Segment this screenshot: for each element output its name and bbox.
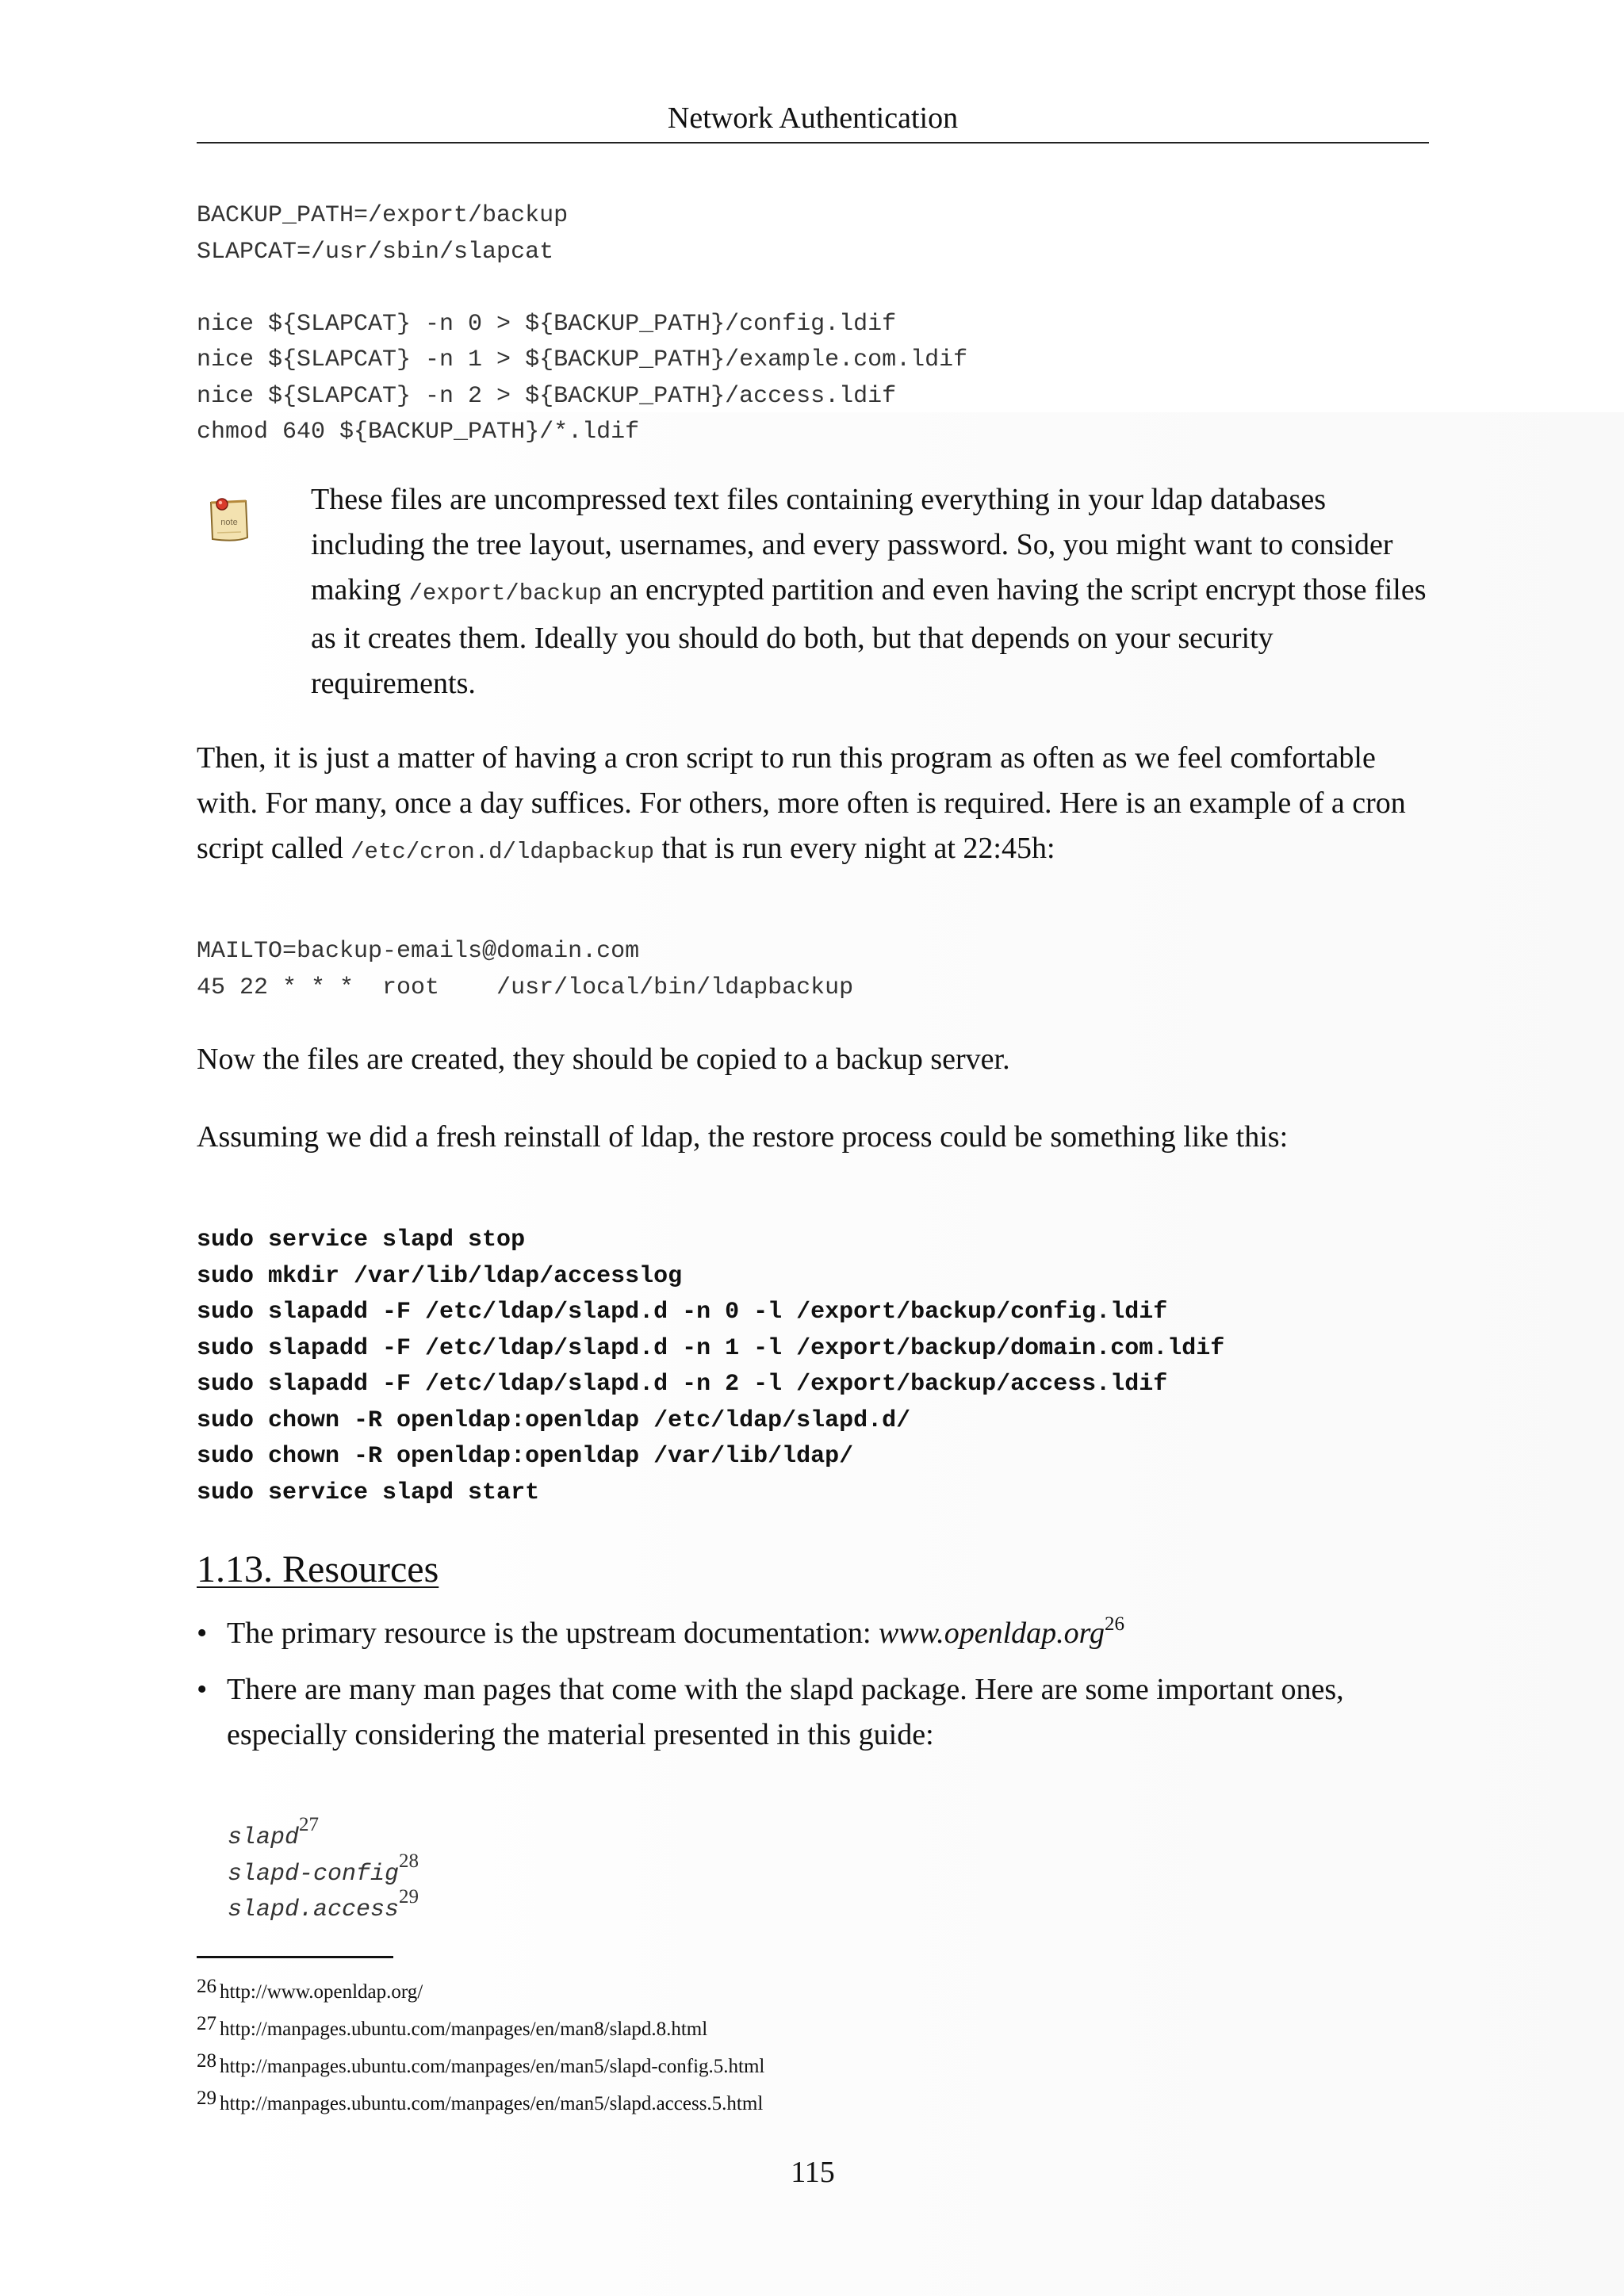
man-page-link[interactable]: slapd-config bbox=[228, 1860, 400, 1888]
note-text-before: These files are uncompressed text files containing everything in your ldap databases including the tree layout, usernames, and every password. So, you might want to consider making bbox=[311, 483, 1393, 607]
resources-list bbox=[197, 1611, 1434, 1758]
list-item bbox=[197, 1667, 1434, 1758]
code-line: nice ${SLAPCAT} -n 2 > ${BACKUP_PATH}/access.ldif bbox=[197, 382, 897, 410]
footnote-ref[interactable]: 28 bbox=[399, 1850, 419, 1872]
footnote-number: 28 bbox=[197, 2050, 216, 2072]
footnote-url[interactable]: http://manpages.ubuntu.com/manpages/en/man5/slapd-config.5.html bbox=[220, 2056, 765, 2077]
restore-paragraph: Assuming we did a fresh reinstall of ldap, the restore process could be something like this: bbox=[197, 1120, 1289, 1154]
footnote-number: 27 bbox=[197, 2013, 216, 2034]
footnote-ref[interactable]: 27 bbox=[299, 1814, 320, 1835]
footnote-ref[interactable]: 29 bbox=[399, 1886, 419, 1908]
code-line: sudo service slapd stop bbox=[197, 1226, 526, 1253]
footnote-ref[interactable]: 26 bbox=[1105, 1613, 1125, 1635]
page-number: 115 bbox=[791, 2156, 835, 2189]
footnotes bbox=[197, 1971, 764, 2120]
footnote bbox=[197, 1971, 764, 2008]
cron-paragraph bbox=[197, 736, 1438, 874]
man-page-item bbox=[228, 1886, 419, 1929]
note-inline-code: /export/backup bbox=[408, 580, 603, 607]
cron-text-before: Then, it is just a matter of having a cron script to run this program as often as we feel comfortable with. For many, once a day suffices. For others, more often is required. Here is an example of a cron script called bbox=[197, 741, 1406, 865]
code-line: sudo chown -R openldap:openldap /var/lib/ldap/ bbox=[197, 1443, 854, 1470]
footnote-rule bbox=[197, 1956, 393, 1958]
code-line: BACKUP_PATH=/export/backup bbox=[197, 202, 569, 229]
code-line: sudo mkdir /var/lib/ldap/accesslog bbox=[197, 1262, 683, 1290]
man-page-link[interactable]: slapd.access bbox=[228, 1896, 400, 1923]
note-icon-label: note bbox=[220, 518, 238, 527]
code-line: nice ${SLAPCAT} -n 1 > ${BACKUP_PATH}/example.com.ldif bbox=[197, 346, 968, 373]
note-icon bbox=[205, 495, 252, 545]
footnote-number: 29 bbox=[197, 2087, 216, 2109]
footnote bbox=[197, 2045, 764, 2083]
running-header: Network Authentication bbox=[667, 101, 959, 135]
code-line: nice ${SLAPCAT} -n 0 > ${BACKUP_PATH}/config.ldif bbox=[197, 310, 897, 338]
footnote bbox=[197, 2083, 764, 2120]
copy-paragraph: Now the files are created, they should be copied to a backup server. bbox=[197, 1043, 1010, 1076]
man-page-item bbox=[228, 1850, 419, 1893]
code-line: sudo chown -R openldap:openldap /etc/ldap/slapd.d/ bbox=[197, 1406, 911, 1434]
bullet: • bbox=[197, 1673, 208, 1706]
code-line: MAILTO=backup-emails@domain.com bbox=[197, 938, 640, 965]
footnote-number: 26 bbox=[197, 1976, 216, 1997]
note-text bbox=[311, 477, 1435, 706]
cron-inline-code: /etc/cron.d/ldapbackup bbox=[350, 839, 655, 865]
bullet: • bbox=[197, 1617, 208, 1650]
code-line: SLAPCAT=/usr/sbin/slapcat bbox=[197, 238, 554, 266]
note-text-after: an encrypted partition and even having the script encrypt those files as it creates them. Ideally you should do both, but that depends on your security requirements. bbox=[311, 573, 1427, 700]
code-line: sudo slapadd -F /etc/ldap/slapd.d -n 1 -l /export/backup/domain.com.ldif bbox=[197, 1334, 1225, 1362]
openldap-link[interactable]: www.openldap.org bbox=[879, 1617, 1105, 1650]
code-line: sudo slapadd -F /etc/ldap/slapd.d -n 2 -l /export/backup/access.ldif bbox=[197, 1371, 1168, 1398]
code-line: 45 22 * * * root /usr/local/bin/ldapbackup bbox=[197, 974, 854, 1001]
restore-code bbox=[197, 1223, 1224, 1511]
cron-code bbox=[197, 934, 853, 1006]
resource-text: The primary resource is the upstream documentation: bbox=[227, 1617, 879, 1650]
footnote bbox=[197, 2008, 764, 2045]
man-page-link[interactable]: slapd bbox=[228, 1824, 300, 1851]
resource-text: There are many man pages that come with the slapd package. Here are some important ones, especially considering the material presented in this guide: bbox=[227, 1673, 1344, 1751]
man-pages-list bbox=[228, 1814, 419, 1929]
list-item bbox=[197, 1611, 1434, 1656]
code-line: chmod 640 ${BACKUP_PATH}/*.ldif bbox=[197, 419, 640, 446]
footnote-url[interactable]: http://manpages.ubuntu.com/manpages/en/man8/slapd.8.html bbox=[220, 2019, 708, 2040]
code-line: sudo service slapd start bbox=[197, 1479, 540, 1506]
backup-script-code bbox=[197, 198, 967, 451]
code-line: sudo slapadd -F /etc/ldap/slapd.d -n 0 -l /export/backup/config.ldif bbox=[197, 1299, 1168, 1326]
footnote-url[interactable]: http://www.openldap.org/ bbox=[220, 1981, 423, 2003]
section-title: 1.13. Resources bbox=[197, 1548, 439, 1590]
header-rule bbox=[197, 142, 1429, 144]
code-line bbox=[197, 270, 967, 307]
cron-text-after: that is run every night at 22:45h: bbox=[654, 832, 1055, 865]
footnote-url[interactable]: http://manpages.ubuntu.com/manpages/en/man5/slapd.access.5.html bbox=[220, 2093, 764, 2114]
man-page-item bbox=[228, 1814, 419, 1857]
